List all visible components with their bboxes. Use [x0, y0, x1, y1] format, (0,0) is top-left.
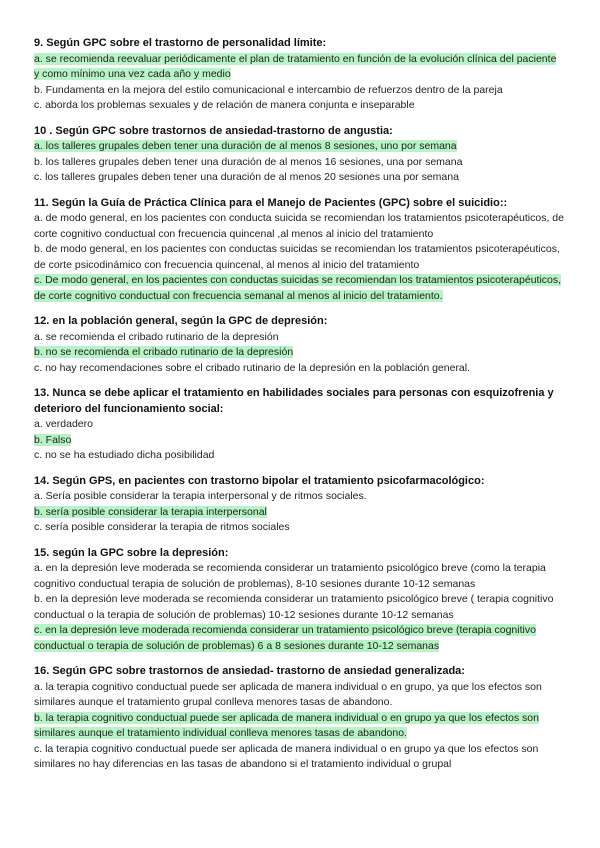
correct-option-text: c. en la depresión leve moderada recomienda considerar un tratamiento psicológico breve (terapia cognitivo conductual o terapia de solución de problemas) 6 a 8 sesiones durante 10-12 semanas	[34, 624, 536, 652]
correct-option-text: c. De modo general, en los pacientes con conductas suicidas se recomiendan los tratamientos psicoterapéuticos, de corte cognitivo conductual con frecuencia semanal al menos al inicio del tratamiento.	[34, 274, 562, 302]
quiz-page	[34, 36, 564, 783]
question-title: 11. Según la Guía de Práctica Clínica para el Manejo de Pacientes (GPC) sobre el suicidio::	[34, 196, 508, 209]
option-b	[34, 433, 564, 449]
question-16	[34, 664, 564, 773]
option-b: b. los talleres grupales deben tener una duración de al menos 16 sesiones, una por semana	[34, 155, 463, 168]
option-a	[34, 139, 564, 155]
option-b	[34, 345, 564, 361]
option-b	[34, 711, 564, 742]
question-title: 16. Según GPC sobre trastornos de ansiedad- trastorno de ansiedad generalizada:	[34, 665, 465, 677]
question-title: 9. Según GPC sobre el trastorno de personalidad límite:	[34, 37, 327, 49]
option-c: c. aborda los problemas sexuales y de relación de manera conjunta e inseparable	[34, 99, 415, 111]
question-title: 14. Según GPS, en pacientes con trastorno bipolar el tratamiento psicofarmacológico:	[34, 474, 485, 487]
option-a: a. en la depresión leve moderada se recomienda considerar un tratamiento psicológico breve (como la terapia cognitivo conductual terapia de solución de problemas), 8-10 sesiones durante 10-12 semanas	[34, 562, 546, 590]
option-b	[34, 505, 564, 521]
option-c: c. los talleres grupales deben tener una duración de al menos 20 sesiones una por semana	[34, 171, 459, 183]
option-a: a. verdadero	[34, 418, 93, 430]
correct-option-text: b. Falso	[34, 433, 72, 446]
question-15	[34, 546, 564, 655]
option-c	[34, 273, 564, 304]
correct-option-text: b. no se recomienda el cribado rutinario de la depresión	[34, 346, 294, 358]
option-c: c. no se ha estudiado dicha posibilidad	[34, 449, 215, 461]
option-a	[34, 52, 564, 83]
correct-option-text: a. se recomienda reevaluar periódicamente el plan de tratamiento en función de la evolución clínica del paciente y como mínimo una vez cada año y medio	[34, 52, 557, 80]
option-a: a. se recomienda el cribado rutinario de la depresión	[34, 330, 279, 343]
correct-option-text: b. la terapia cognitivo conductual puede ser aplicada de manera individual o en grupo ya que los efectos son similares aunque el tratamiento individual conlleva menores tasas de abandono.	[34, 711, 539, 739]
question-14	[34, 474, 564, 536]
option-c: c. no hay recomendaciones sobre el cribado rutinario de la depresión en la población general.	[34, 361, 471, 374]
question-11	[34, 196, 564, 305]
question-title: 12. en la población general, según la GPC de depresión:	[34, 315, 328, 327]
question-12	[34, 314, 564, 376]
option-a: a. Sería posible considerar la terapia interpersonal y de ritmos sociales.	[34, 490, 367, 502]
question-title: 15. según la GPC sobre la depresión:	[34, 546, 229, 559]
question-9	[34, 36, 564, 114]
question-13	[34, 386, 564, 464]
correct-option-text: a. los talleres grupales deben tener una duración de al menos 8 sesiones, uno por semana	[34, 140, 457, 152]
question-title: 13. Nunca se debe aplicar el tratamiento en habilidades sociales para personas con esquizofrenia y deterioro del funcionamiento social:	[34, 387, 554, 415]
option-b: b. de modo general, en los pacientes con conductas suicidas se recomiendan los tratamientos psicoterapéuticos, de corte psicodinámico con frecuencia quincenal, al menos al inicio del tratamiento	[34, 243, 560, 271]
correct-option-text: b. sería posible considerar la terapia interpersonal	[34, 505, 267, 518]
option-c	[34, 623, 564, 654]
option-c: c. la terapia cognitivo conductual puede ser aplicada de manera individual o en grupo ya que los efectos son similares no hay diferencias en las tasas de abandono si el tratamiento individual o grupal	[34, 742, 539, 770]
option-c: c. sería posible considerar la terapia de ritmos sociales	[34, 521, 290, 533]
option-a: a. de modo general, en los pacientes con conducta suicida se recomiendan los tratamientos psicoterapéuticos, de corte cognitivo conductual con frecuencia quincenal ,al menos al inicio del tratamiento	[34, 212, 564, 240]
option-a: a. la terapia cognitivo conductual puede ser aplicada de manera individual o en grupo, ya que los efectos son similares aunque el tratamiento grupal conlleva menores tasas de abandono.	[34, 680, 542, 708]
option-b: b. Fundamenta en la mejora del estilo comunicacional e intercambio de refuerzos dentro de la pareja	[34, 83, 503, 96]
question-10	[34, 124, 564, 186]
question-title: 10 . Según GPC sobre trastornos de ansiedad-trastorno de angustia:	[34, 124, 393, 137]
option-b: b. en la depresión leve moderada se recomienda considerar un tratamiento psicológico breve ( terapia cognitivo conductual o la terapia de solución de problemas) 10-12 sesiones durante 10-12 semanas	[34, 593, 554, 621]
